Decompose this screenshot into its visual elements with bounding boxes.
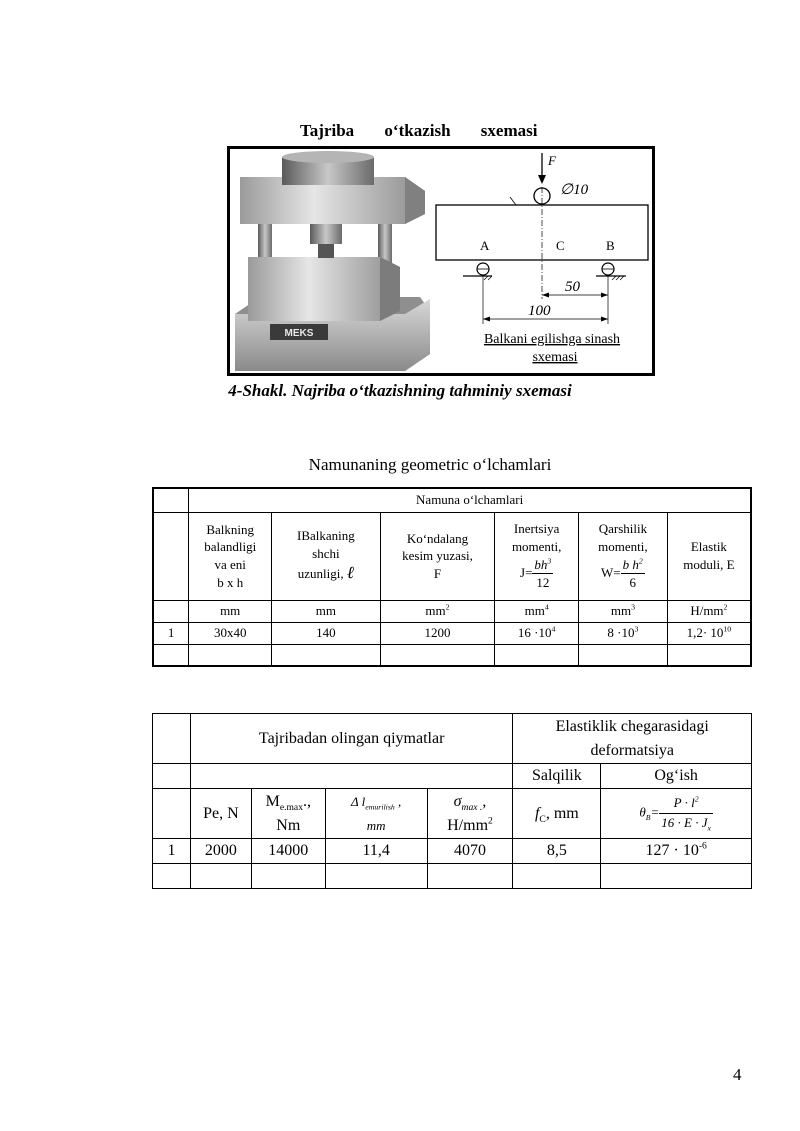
section-modulus-formula: $\frac{b h^2}{6}$ bbox=[622, 556, 643, 591]
table2-header-fc: $f_C$, mm bbox=[513, 789, 601, 839]
diameter-label: ∅10 bbox=[560, 182, 589, 198]
unit-cell: $mm^2$ bbox=[380, 600, 495, 622]
force-label: F bbox=[548, 153, 556, 168]
table1-header-height-width: Balkning balandligi va eni b x h bbox=[189, 512, 272, 600]
table2-header-theta-formula: $\theta_B=$ $\frac{P \cdot l^2}{16 \cdot E \cdot J_x}$ bbox=[601, 789, 752, 839]
dimension-100: 100 bbox=[528, 303, 551, 319]
table2-header-deflection: Salqilik bbox=[513, 764, 601, 789]
table-row-empty bbox=[153, 864, 752, 889]
table-row: 1 2000 14000 11,4 4070 8,5 $127 \cdot 10^{-6}$ bbox=[153, 839, 752, 864]
table1-corner-cell bbox=[153, 488, 189, 512]
beam-bending-scheme bbox=[436, 153, 648, 365]
table2-header-elongation: Δ $l_{emurilish}$ , mm bbox=[325, 789, 427, 839]
point-b-label: B bbox=[606, 238, 615, 253]
experiment-figure bbox=[227, 146, 655, 376]
table2-corner-cell bbox=[153, 714, 191, 764]
table1-header-elastic-modulus: Elastik moduli, E bbox=[667, 512, 751, 600]
table1-header-area: Ko‘ndalang kesim yuzasi, F bbox=[380, 512, 495, 600]
table1-header-section-modulus: Qarshilik momenti, W= $\frac{b h^2}{6}$ bbox=[579, 512, 668, 600]
unit-cell: mm bbox=[189, 600, 272, 622]
table1-blank-header-cell bbox=[153, 512, 189, 600]
press-label: MEKS bbox=[284, 328, 314, 339]
unit-cell: $mm^3$ bbox=[579, 600, 668, 622]
table1-header-inertia: Inertsiya momenti, J= $\frac{bh^3}{12}$ bbox=[495, 512, 579, 600]
unit-cell: $mm^4$ bbox=[495, 600, 579, 622]
table1-group-header: Namuna o‘lchamlari bbox=[189, 488, 751, 512]
point-a-label: A bbox=[480, 238, 490, 253]
table1-title: Namunaning geometric o‘lchamlari bbox=[308, 455, 552, 474]
table2-header-measured: Tajribadan olingan qiymatlar bbox=[190, 714, 513, 764]
table1-units-row bbox=[153, 600, 751, 622]
table2-header-stress: $\sigma_{max .}$, $H/mm^2$ bbox=[427, 789, 513, 839]
scheme-caption-line1: Balkani egilishga sinash bbox=[483, 332, 621, 347]
table-row-empty bbox=[153, 644, 751, 666]
experiment-scheme-drawing bbox=[230, 149, 652, 373]
table2-header-deformation: Elastiklik chegarasidagi deformatsiya bbox=[513, 714, 752, 764]
table2-header-rotation: Og‘ish bbox=[601, 764, 752, 789]
table2-header-moment: $M_{e.max}$., Nm bbox=[251, 789, 325, 839]
experiment-results-table bbox=[152, 713, 752, 889]
figure-title: Tajriba o‘tkazish sxemasi bbox=[300, 121, 538, 140]
unit-cell: mm bbox=[272, 600, 381, 622]
dimension-50: 50 bbox=[565, 279, 580, 295]
page-number: 4 bbox=[733, 1065, 742, 1084]
point-c-label: C bbox=[556, 238, 565, 253]
sample-dimensions-table bbox=[152, 487, 752, 667]
figure-caption: 4-Shakl. Najriba o‘tkazishning tahminiy sxemasi bbox=[228, 381, 572, 400]
table-row: 1 30x40 140 1200 $16 \cdot 10^4$ $8 \cdot 10^3$ $1,2\cdot 10^{10}$ bbox=[153, 622, 751, 644]
scheme-caption-line2: sxemasi bbox=[532, 350, 578, 365]
unit-cell: $H/mm^2$ bbox=[667, 600, 751, 622]
inertia-formula: $\frac{bh^3}{12}$ bbox=[534, 556, 552, 591]
table2-header-force: Pe, N bbox=[190, 789, 251, 839]
table1-header-length: IBalkaning shchi uzunligi, ℓ bbox=[272, 512, 381, 600]
press-machine-image bbox=[235, 151, 430, 371]
